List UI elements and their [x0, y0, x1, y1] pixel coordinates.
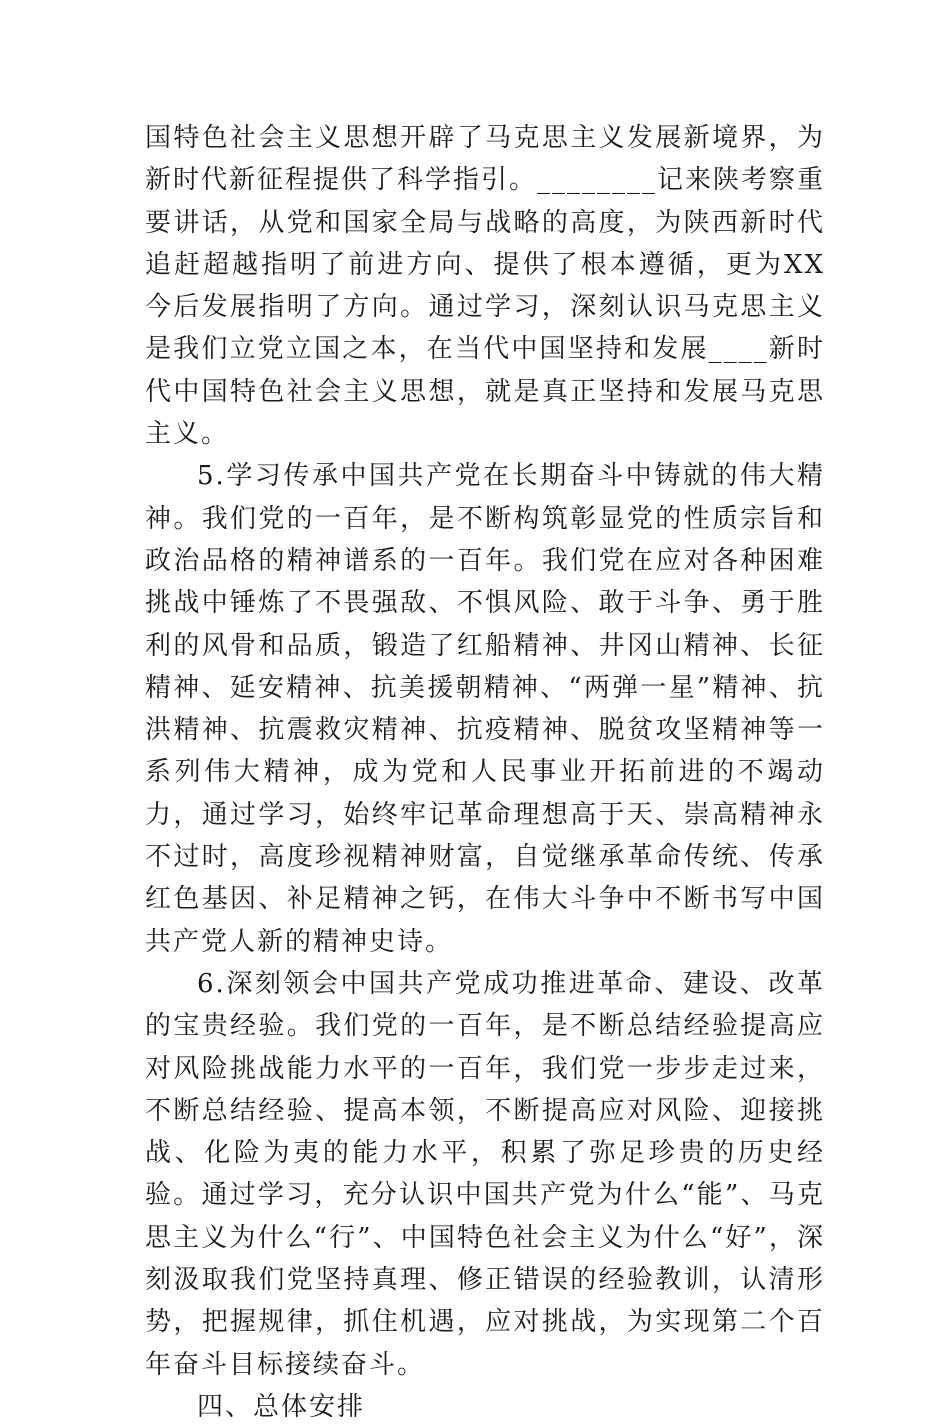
section-heading: 四、总体安排 [197, 1391, 366, 1422]
document-body [145, 117, 825, 1428]
paragraph-continuation: 国特色社会主义思想开辟了马克思主义发展新境界，为新时代新征程提供了科学指引。________记来陕考察重要讲话，从党和国家全局与战略的高度，为陕西新时代追赶超越指明了前进方向、提供了根本遵循，更为XX今后发展指明了方向。通过学习，深刻认识马克思主义是我们立党立国之本，在当代中国坚持和发展____新时代中国特色社会主义思想，就是真正坚持和发展马克思主义。 [145, 123, 826, 450]
paragraph-item-5: 5.学习传承中国共产党在长期奋斗中铸就的伟大精神。我们党的一百年，是不断构筑彰显党的性质宗旨和政治品格的精神谱系的一百年。我们党在应对各种困难挑战中锤炼了不畏强敌、不惧风险、敢于斗争、勇于胜利的风骨和品质，锻造了红船精神、井冈山精神、长征精神、延安精神、抗美援朝精神、“两弹一星”精神、抗洪精神、抗震救灾精神、抗疫精神、脱贫攻坚精神等一系列伟大精神，成为党和人民事业开拓前进的不竭动力，通过学习，始终牢记革命理想高于天、崇高精神永不过时，高度珍视精神财富，自觉继承革命传统、传承红色基因、补足精神之钙，在伟大斗争中不断书写中国共产党人新的精神史诗。 [145, 461, 825, 957]
paragraph-item-6: 6.深刻领会中国共产党成功推进革命、建设、改革的宝贵经验。我们党的一百年，是不断总结经验提高应对风险挑战能力水平的一百年，我们党一步步走过来，不断总结经验、提高本领，不断提高应对风险、迎接挑战、化险为夷的能力水平，积累了弥足珍贵的历史经验。通过学习，充分认识中国共产党为什么“能”、马克思主义为什么“行”、中国特色社会主义为什么“好”，深刻汲取我们党坚持真理、修正错误的经验教训，认清形势，把握规律，抓住机遇，应对挑战，为实现第二个百年奋斗目标接续奋斗。 [145, 968, 825, 1380]
